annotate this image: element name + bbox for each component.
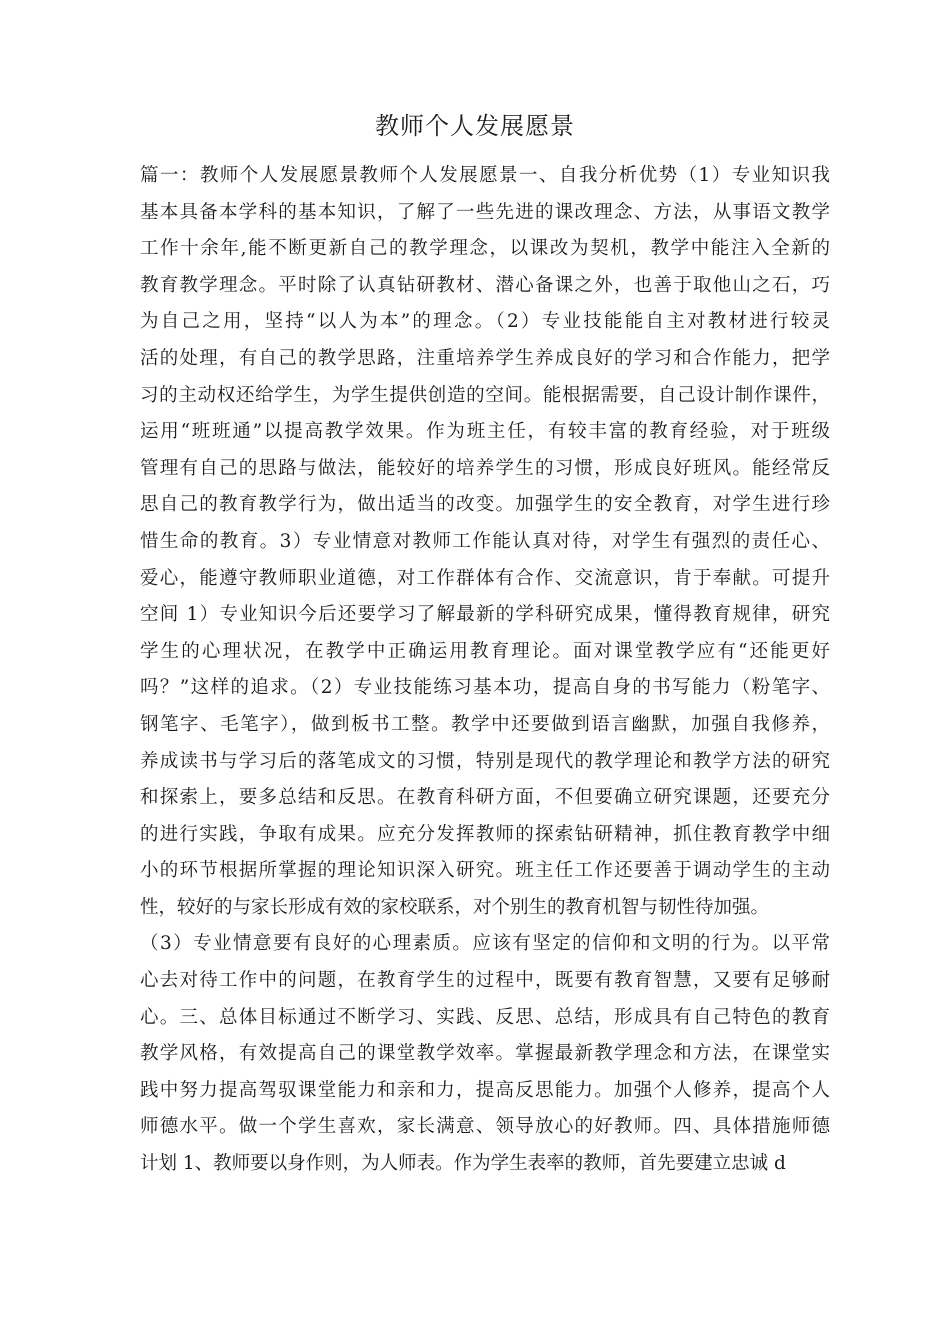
document-body (140, 158, 830, 1183)
body-line-8: 运用“班班通”以提高教学效果。作为班主任，有较丰富的教育经验，对于班级 (140, 421, 830, 443)
body-line-22: （3）专业情意要有良好的心理素质。应该有坚定的信仰和文明的行为。以平常 (140, 933, 830, 955)
body-line-6: 活的处理，有自己的教学思路，注重培养学生养成良好的学习和合作能力，把学 (140, 347, 830, 369)
body-line-3: 工作十余年,能不断更新自己的教学理念，以课改为契机，教学中能注入全新的 (140, 238, 830, 260)
body-line-27: 师德水平。做一个学生喜欢，家长满意、领导放心的好教师。四、具体措施师德 (140, 1116, 830, 1138)
body-line-28: 计划 1、教师要以身作则，为人师表。作为学生表率的教师，首先要建立忠诚 d (140, 1153, 786, 1175)
body-line-13: 空间 1）专业知识今后还要学习了解最新的学科研究成果，懂得教育规律，研究 (140, 604, 830, 626)
body-line-1: 篇一：教师个人发展愿景教师个人发展愿景一、自我分析优势（1）专业知识我 (140, 165, 830, 186)
body-line-21: 性，较好的与家长形成有效的家校联系，对个别生的教育机智与韧性待加强。 (140, 896, 770, 918)
body-line-17: 养成读书与学习后的落笔成文的习惯，特别是现代的教学理论和教学方法的研究 (140, 750, 830, 772)
body-line-9: 管理有自己的思路与做法，能较好的培养学生的习惯，形成良好班风。能经常反 (140, 457, 830, 479)
body-line-10: 思自己的教育教学行为，做出适当的改变。加强学生的安全教育，对学生进行珍 (140, 494, 830, 516)
body-line-7: 习的主动权还给学生，为学生提供创造的空间。能根据需要，自己设计制作课件， (140, 384, 830, 406)
body-line-26: 践中努力提高驾驭课堂能力和亲和力，提高反思能力。加强个人修养，提高个人 (140, 1079, 830, 1101)
body-line-4: 教育教学理念。平时除了认真钻研教材、潜心备课之外，也善于取他山之石，巧 (140, 274, 830, 296)
body-line-2: 基本具备本学科的基本知识，了解了一些先进的课改理念、方法，从事语文教学 (140, 201, 830, 223)
body-line-25: 教学风格，有效提高自己的课堂教学效率。掌握最新教学理念和方法，在课堂实 (140, 1043, 830, 1065)
body-line-14: 学生的心理状况，在教学中正确运用教育理论。面对课堂教学应有“还能更好 (140, 640, 830, 662)
body-line-12: 爱心，能遵守教师职业道德，对工作群体有合作、交流意识，肯于奉献。可提升 (140, 567, 830, 589)
body-line-11: 惜生命的教育。3）专业情意对教师工作能认真对待，对学生有强烈的责任心、 (140, 530, 830, 552)
body-line-19: 的进行实践，争取有成果。应充分发挥教师的探索钻研精神，抓住教育教学中细 (140, 823, 830, 845)
body-line-15: 吗？”这样的追求。（2）专业技能练习基本功，提高自身的书写能力（粉笔字、 (140, 677, 830, 699)
document-title: 教师个人发展愿景 (375, 112, 575, 140)
body-line-18: 和探索上，要多总结和反思。在教育科研方面，不但要确立研究课题，还要充分 (140, 787, 830, 809)
body-line-5: 为自己之用，坚持“以人为本”的理念。（2）专业技能能自主对教材进行较灵 (140, 311, 830, 333)
body-line-23: 心去对待工作中的问题，在教育学生的过程中，既要有教育智慧，又要有足够耐 (140, 970, 830, 992)
body-line-16: 钢笔字、毛笔字），做到板书工整。教学中还要做到语言幽默，加强自我修养， (140, 713, 830, 735)
body-line-24: 心。三、总体目标通过不断学习、实践、反思、总结，形成具有自己特色的教育 (140, 1006, 830, 1028)
body-line-20: 小的环节根据所掌握的理论知识深入研究。班主任工作还要善于调动学生的主动 (140, 860, 830, 882)
